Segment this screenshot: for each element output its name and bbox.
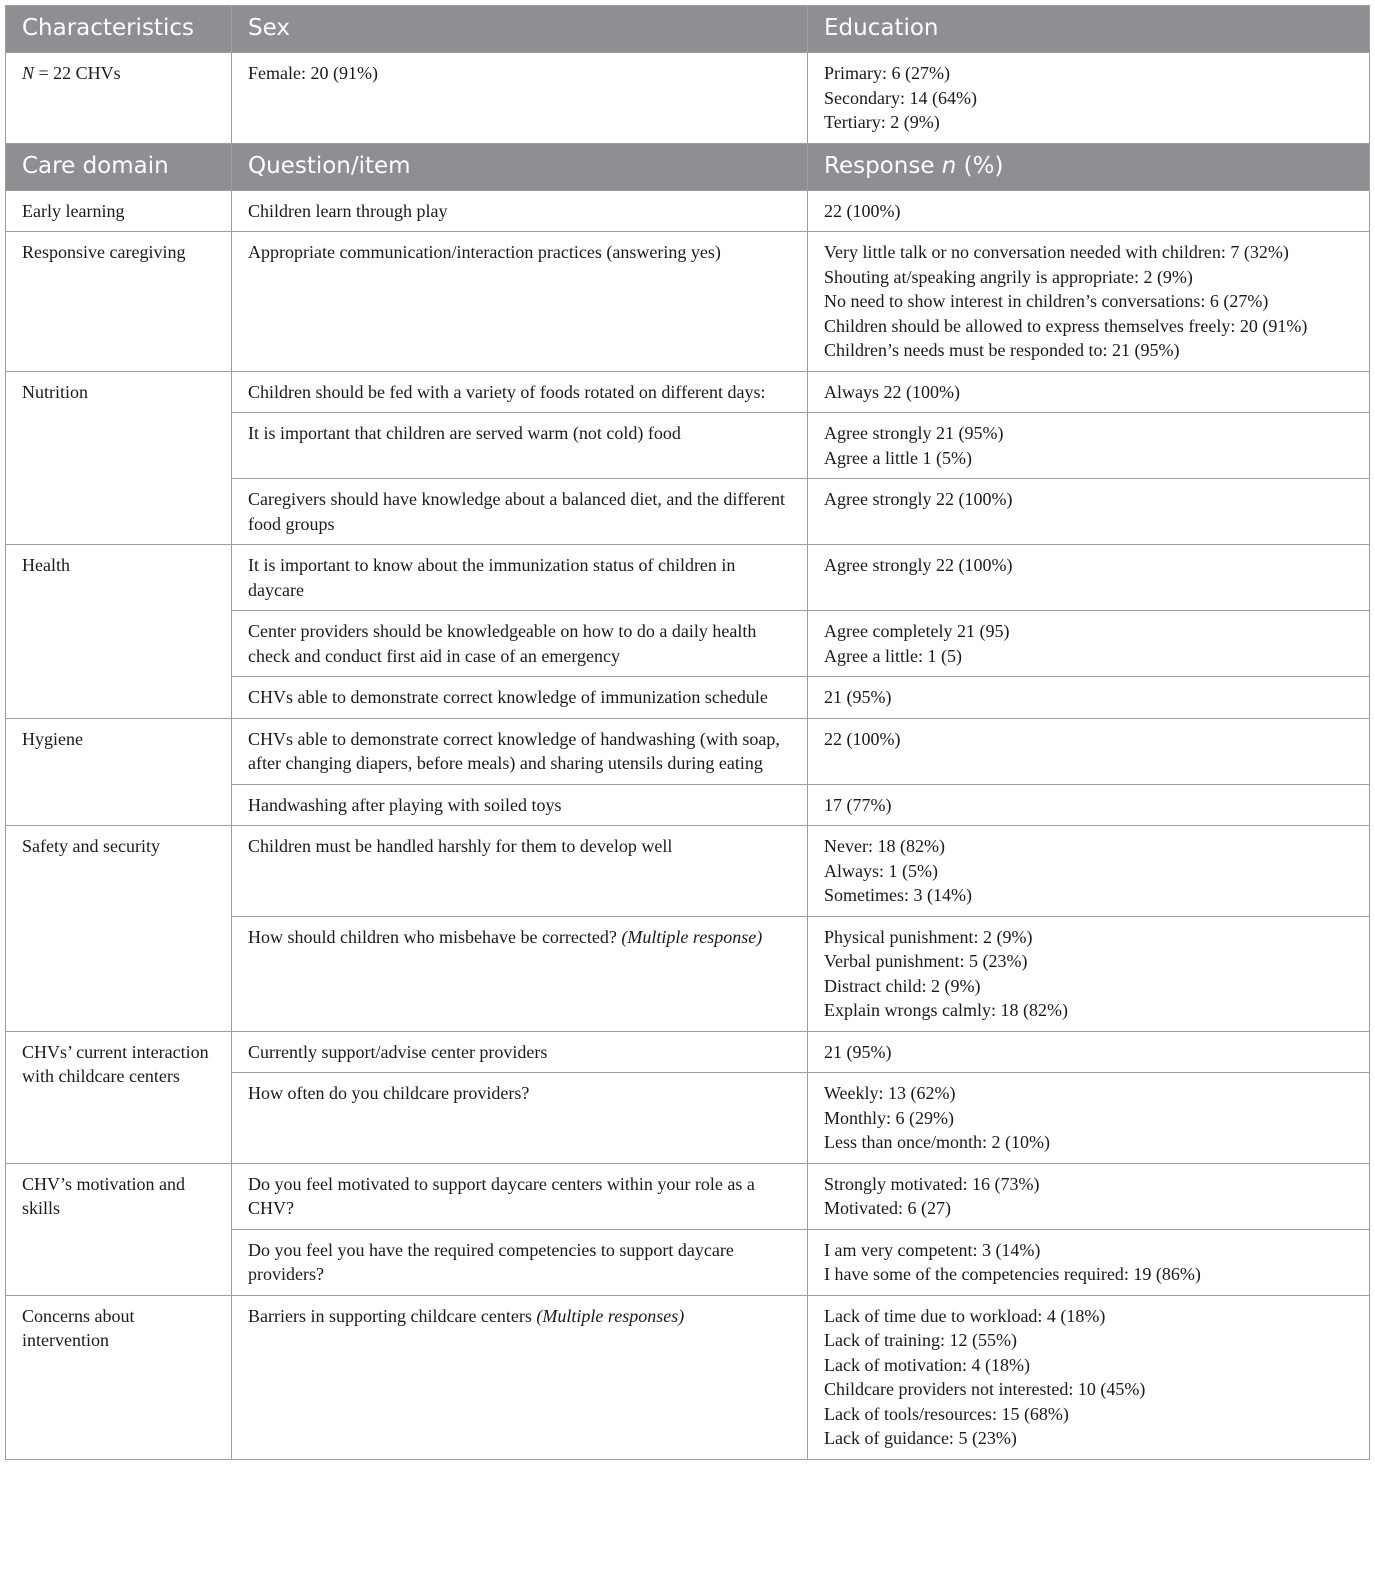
response-line: Physical punishment: 2 (9%): [824, 926, 1033, 947]
header-response-prefix: Response: [824, 152, 942, 179]
response-cell: [808, 611, 1370, 677]
header-response-suffix: (%): [956, 152, 1004, 179]
table-row: [6, 826, 1370, 917]
response-cell: [808, 1163, 1370, 1229]
response-line: I am very competent: 3 (14%): [824, 1239, 1041, 1260]
response-line: Distract child: 2 (9%): [824, 975, 981, 996]
question-cell: [232, 1073, 808, 1164]
response-cell: [808, 718, 1370, 784]
question-text: Appropriate communication/interaction practices (answering yes): [248, 242, 721, 262]
question-cell: [232, 232, 808, 372]
question-text: CHVs able to demonstrate correct knowledge of handwashing (with soap, after changing diapers, before meals) and sharing utensils during eating: [248, 728, 780, 773]
summary-header-row: [6, 6, 1370, 53]
question-text: Center providers should be knowledgeable on how to do a daily health check and conduct first aid in case of an emergency: [248, 621, 757, 666]
question-text: How often do you childcare providers?: [248, 1083, 530, 1103]
response-line: Agree strongly 22 (100%): [824, 555, 1013, 575]
response-line: Childcare providers not interested: 10 (45%): [824, 1379, 1146, 1399]
header-education: Education: [808, 6, 1370, 53]
survey-table: [5, 5, 1370, 1460]
response-line: Lack of time due to workload: 4 (18%): [824, 1305, 1106, 1326]
question-text: Do you feel you have the required competencies to support daycare providers?: [248, 1239, 734, 1284]
response-line: Strongly motivated: 16 (73%): [824, 1173, 1040, 1194]
sex-cell: Female: 20 (91%): [232, 53, 808, 144]
care-domain-cell: Nutrition: [6, 371, 232, 545]
response-line: 17 (77%): [824, 794, 892, 815]
table-row: [6, 1163, 1370, 1229]
question-cell: [232, 479, 808, 545]
response-line: Lack of tools/resources: 15 (68%): [824, 1403, 1069, 1424]
response-cell: [808, 784, 1370, 826]
main-header-row: [6, 143, 1370, 190]
response-cell: [808, 1295, 1370, 1459]
n-cell: [6, 53, 232, 144]
table-row: [6, 718, 1370, 784]
header-question-item: Question/item: [232, 143, 808, 190]
question-cell: [232, 916, 808, 1031]
question-cell: [232, 371, 808, 413]
question-text: Currently support/advise center providers: [248, 1041, 548, 1062]
care-domain-cell: Responsive caregiving: [6, 232, 232, 372]
question-text: CHVs able to demonstrate correct knowledge of immunization schedule: [248, 687, 768, 707]
question-cell: [232, 1031, 808, 1073]
question-cell: [232, 611, 808, 677]
education-cell: [808, 53, 1370, 144]
question-text: It is important to know about the immunization status of children in daycare: [248, 555, 736, 600]
response-line: Agree strongly 22 (100%): [824, 489, 1013, 509]
table-row: [6, 190, 1370, 232]
response-line: 21 (95%): [824, 1041, 892, 1062]
response-line: Sometimes: 3 (14%): [824, 885, 972, 905]
response-line: Always: 1 (5%): [824, 860, 938, 881]
question-text: Do you feel motivated to support daycare centers within your role as a CHV?: [248, 1173, 755, 1218]
question-note: (Multiple responses): [536, 1305, 685, 1326]
response-line: Agree a little: 1 (5): [824, 645, 962, 666]
table-row: [6, 1031, 1370, 1073]
response-line: Weekly: 13 (62%): [824, 1083, 956, 1103]
response-line: Lack of guidance: 5 (23%): [824, 1428, 1017, 1448]
question-cell: [232, 1295, 808, 1459]
response-line: Less than once/month: 2 (10%): [824, 1132, 1050, 1152]
response-line: I have some of the competencies required: 19 (86%): [824, 1264, 1201, 1284]
response-cell: [808, 916, 1370, 1031]
table-row: [6, 1295, 1370, 1459]
question-text: How should children who misbehave be corrected?: [248, 926, 622, 947]
response-line: Agree a little 1 (5%): [824, 447, 972, 468]
care-domain-cell: CHVs’ current interaction with childcare centers: [6, 1031, 232, 1163]
response-line: No need to show interest in children’s conversations: 6 (27%): [824, 291, 1269, 311]
question-text: It is important that children are served warm (not cold) food: [248, 423, 681, 443]
response-cell: [808, 413, 1370, 479]
response-line: 22 (100%): [824, 728, 901, 749]
education-line: Tertiary: 2 (9%): [824, 112, 940, 132]
header-care-domain: Care domain: [6, 143, 232, 190]
response-line: Agree strongly 21 (95%): [824, 423, 1004, 443]
question-text: Caregivers should have knowledge about a balanced diet, and the different food groups: [248, 489, 785, 534]
question-text: Children learn through play: [248, 200, 448, 221]
response-cell: [808, 1031, 1370, 1073]
question-text: Handwashing after playing with soiled toys: [248, 794, 562, 815]
response-line: Motivated: 6 (27): [824, 1198, 951, 1218]
question-cell: [232, 677, 808, 719]
question-note: (Multiple response): [621, 926, 763, 947]
question-text: Children must be handled harshly for them to develop well: [248, 836, 673, 856]
response-line: 22 (100%): [824, 200, 901, 221]
table-row: [6, 545, 1370, 611]
header-sex: Sex: [232, 6, 808, 53]
summary-row: [6, 53, 1370, 144]
response-cell: [808, 826, 1370, 917]
question-cell: [232, 784, 808, 826]
response-cell: [808, 479, 1370, 545]
question-cell: [232, 1229, 808, 1295]
question-cell: [232, 413, 808, 479]
response-cell: [808, 677, 1370, 719]
table-row: [6, 232, 1370, 372]
header-response-n: n: [941, 152, 957, 179]
response-line: Lack of motivation: 4 (18%): [824, 1354, 1030, 1375]
response-line: 21 (95%): [824, 687, 892, 707]
header-characteristics: Characteristics: [6, 6, 232, 53]
response-line: Lack of training: 12 (55%): [824, 1330, 1017, 1350]
response-line: Agree completely 21 (95): [824, 621, 1010, 641]
response-line: Shouting at/speaking angrily is appropriate: 2 (9%): [824, 266, 1193, 287]
question-text: Children should be fed with a variety of foods rotated on different days:: [248, 381, 766, 402]
response-line: Monthly: 6 (29%): [824, 1107, 954, 1128]
question-cell: [232, 1163, 808, 1229]
response-cell: [808, 1073, 1370, 1164]
care-domain-cell: Safety and security: [6, 826, 232, 1032]
response-line: Verbal punishment: 5 (23%): [824, 951, 1028, 971]
response-line: Children’s needs must be responded to: 21 (95%): [824, 340, 1180, 360]
care-domain-cell: Hygiene: [6, 718, 232, 826]
care-domain-cell: CHV’s motivation and skills: [6, 1163, 232, 1295]
question-cell: [232, 826, 808, 917]
header-response: [808, 143, 1370, 190]
response-cell: [808, 545, 1370, 611]
question-text: Barriers in supporting childcare centers: [248, 1305, 537, 1326]
care-domain-cell: Concerns about intervention: [6, 1295, 232, 1459]
n-label: N: [22, 63, 35, 83]
response-line: Explain wrongs calmly: 18 (82%): [824, 1000, 1068, 1020]
response-cell: [808, 1229, 1370, 1295]
question-cell: [232, 718, 808, 784]
care-domain-cell: Early learning: [6, 190, 232, 232]
n-value: = 22 CHVs: [34, 63, 121, 83]
question-cell: [232, 190, 808, 232]
care-domain-cell: Health: [6, 545, 232, 719]
response-line: Always 22 (100%): [824, 381, 960, 402]
response-line: Children should be allowed to express themselves freely: 20 (91%): [824, 315, 1308, 336]
response-cell: [808, 190, 1370, 232]
response-cell: [808, 371, 1370, 413]
education-line: Primary: 6 (27%): [824, 63, 950, 83]
education-line: Secondary: 14 (64%): [824, 87, 977, 108]
response-line: Very little talk or no conversation needed with children: 7 (32%): [824, 242, 1289, 262]
table-row: [6, 371, 1370, 413]
response-line: Never: 18 (82%): [824, 836, 945, 856]
response-cell: [808, 232, 1370, 372]
question-cell: [232, 545, 808, 611]
